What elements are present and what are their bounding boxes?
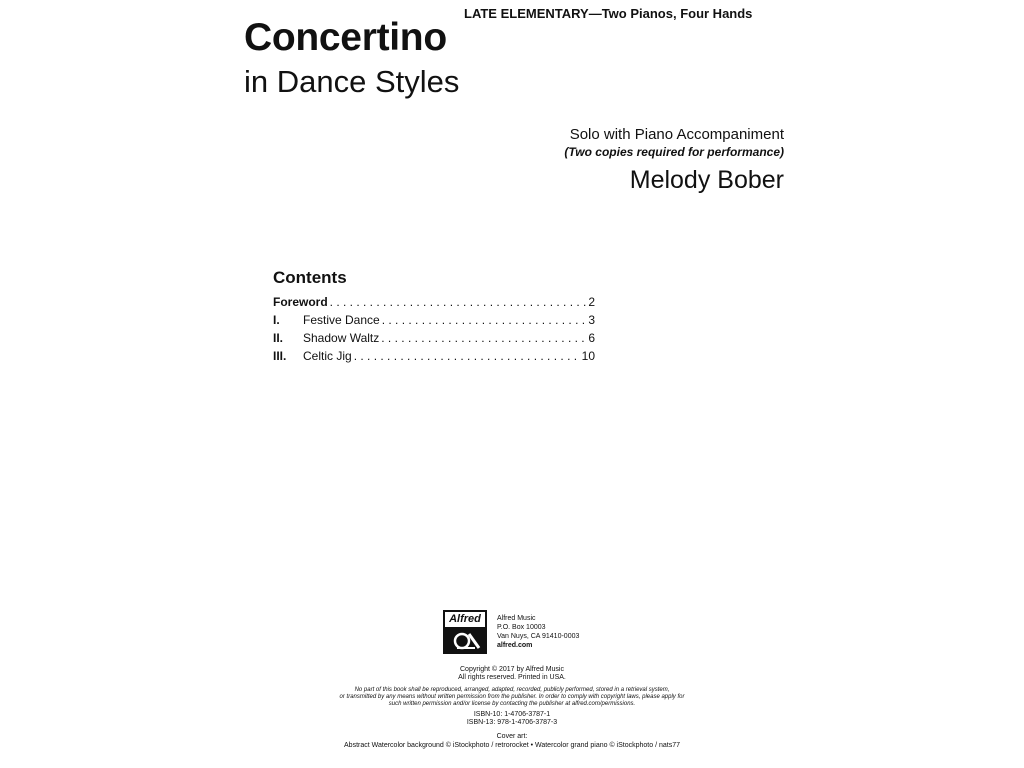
toc-entry-foreword xyxy=(273,293,595,311)
cover-art-credit-line: Abstract Watercolor background © iStockphoto / retrorocket • Watercolor grand piano © iStockphoto / nats77 xyxy=(344,742,680,749)
logo-wordmark: Alfred xyxy=(445,612,485,629)
cover-art-credits xyxy=(0,732,1024,750)
book-subtitle: in Dance Styles xyxy=(244,64,460,99)
copies-note: (Two copies required for performance) xyxy=(564,145,784,159)
isbn-13: ISBN-13: 978-1-4706-3787-3 xyxy=(466,719,558,726)
toc-page: 6 xyxy=(588,331,595,345)
toc-entry-festive-dance xyxy=(273,311,595,329)
toc-leader xyxy=(330,293,587,311)
toc-page: 2 xyxy=(588,295,595,309)
publisher-po-box: P.O. Box 10003 xyxy=(497,624,546,631)
isbn-10: ISBN-10: 1-4706-3787-1 xyxy=(473,711,551,718)
legal-line: No part of this book shall be reproduced, arranged, adapted, recorded, publicly performed, stored in a retrieval system, xyxy=(354,687,670,693)
toc-title: Foreword xyxy=(273,295,328,309)
legal-notice xyxy=(0,687,1024,708)
publisher-address xyxy=(497,614,579,650)
publisher-city: Van Nuys, CA 91410-0003 xyxy=(497,633,580,640)
toc-number: I. xyxy=(273,313,280,327)
toc-title: Shadow Waltz xyxy=(303,331,380,345)
publisher-website: alfred.com xyxy=(497,642,533,649)
isbn-block xyxy=(0,711,1024,727)
toc-entry-shadow-waltz xyxy=(273,329,595,347)
contents-heading: Contents xyxy=(273,268,347,287)
toc-leader xyxy=(381,329,586,347)
toc-number: II. xyxy=(273,331,284,345)
toc-entry-celtic-jig xyxy=(273,347,595,365)
toc-number: III. xyxy=(273,349,287,363)
rights-line: All rights reserved. Printed in USA. xyxy=(458,674,566,681)
book-title: Concertino xyxy=(244,16,447,59)
toc-title: Celtic Jig xyxy=(303,349,352,363)
toc-title: Festive Dance xyxy=(303,313,380,327)
cover-art-label: Cover art: xyxy=(496,733,528,740)
copyright-line: Copyright © 2017 by Alfred Music xyxy=(460,666,564,673)
legal-line: or transmitted by any means without written permission from the publisher. In order to comply with copyright laws, please apply for xyxy=(339,694,685,700)
alfred-logo xyxy=(443,610,487,654)
publisher-name: Alfred Music xyxy=(497,615,536,622)
legal-line: such written permission and/or license by contacting the publisher at alfred.com/permissions. xyxy=(388,701,636,707)
level-label: LATE ELEMENTARY—Two Pianos, Four Hands xyxy=(464,6,753,21)
table-of-contents xyxy=(273,293,595,365)
toc-page: 10 xyxy=(581,349,595,363)
logo-emblem-icon xyxy=(445,629,485,652)
composer-name: Melody Bober xyxy=(629,166,784,194)
instrumentation: Solo with Piano Accompaniment xyxy=(569,126,784,143)
toc-leader xyxy=(354,347,580,365)
toc-page: 3 xyxy=(588,313,595,327)
toc-leader xyxy=(382,311,587,329)
logo-emblem-svg xyxy=(445,629,485,652)
copyright-notice xyxy=(0,666,1024,682)
